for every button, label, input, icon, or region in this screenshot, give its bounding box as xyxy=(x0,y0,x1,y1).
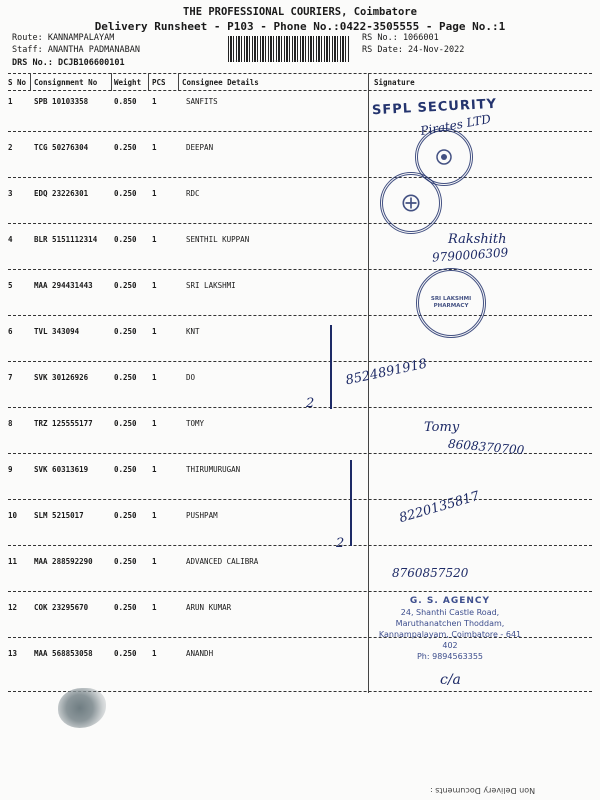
col-pcs: PCS xyxy=(152,78,166,87)
row-consignee: KNT xyxy=(186,327,200,336)
col-divider xyxy=(30,73,31,91)
table-row xyxy=(0,235,600,281)
row-pcs: 1 xyxy=(152,235,157,244)
seal-emblem-icon xyxy=(400,192,422,214)
row-divider xyxy=(8,223,592,224)
row-consignment: TVL 343094 xyxy=(34,327,80,336)
row-consignment: COK 23295670 xyxy=(34,603,89,612)
table-row xyxy=(0,373,600,419)
row-weight: 0.250 xyxy=(114,557,137,566)
row-divider xyxy=(8,499,592,500)
row-pcs: 1 xyxy=(152,557,157,566)
row-pcs: 1 xyxy=(152,419,157,428)
table-row xyxy=(0,327,600,373)
row-sno: 1 xyxy=(8,97,13,106)
row-consignment: TCG 50276304 xyxy=(34,143,89,152)
signature-7-phone: 8524891918 xyxy=(344,356,429,389)
row-sno: 8 xyxy=(8,419,13,428)
signature-9-phone: 8220135817 xyxy=(397,488,482,527)
col-sno: S No xyxy=(8,78,27,87)
row-weight: 0.250 xyxy=(114,419,137,428)
signature-8-phone: 8608370700 xyxy=(447,436,525,458)
row-consignee: DEEPAN xyxy=(186,143,214,152)
row-divider xyxy=(8,591,592,592)
pharmacy-seal-stamp xyxy=(416,268,486,338)
row-weight: 0.250 xyxy=(114,649,137,658)
col-consignee: Consignee Details xyxy=(182,78,259,87)
table-row xyxy=(0,511,600,557)
row-pcs: 1 xyxy=(152,511,157,520)
row-pcs: 1 xyxy=(152,143,157,152)
row-sno: 9 xyxy=(8,465,13,474)
row-sno: 11 xyxy=(8,557,18,566)
row-weight: 0.250 xyxy=(114,143,137,152)
agency-address-line: Maruthanatchen Thoddam, xyxy=(395,619,505,628)
company-title: THE PROFESSIONAL COURIERS, Coimbatore xyxy=(183,6,417,18)
pharmacy-name: SRI LAKSHMI PHARMACY xyxy=(430,296,472,309)
bracket-count: 2 xyxy=(306,396,315,411)
row-sno: 5 xyxy=(8,281,13,290)
header-bottom-rule xyxy=(8,90,592,91)
barcode xyxy=(228,36,350,62)
row-sno: 12 xyxy=(8,603,18,612)
row-consignment: SPB 10103358 xyxy=(34,97,89,106)
round-seal-stamp xyxy=(380,172,442,234)
row-weight: 0.250 xyxy=(114,511,137,520)
row-consignee: RDC xyxy=(186,189,200,198)
staff: Staff: ANANTHA PADMANABAN xyxy=(12,45,140,55)
header-top-rule xyxy=(8,73,592,74)
row-sno: 3 xyxy=(8,189,13,198)
row-weight: 0.250 xyxy=(114,189,137,198)
col-divider xyxy=(148,73,149,91)
rs-number: RS No.: 1066001 xyxy=(362,33,439,43)
table-row xyxy=(0,143,600,189)
mirrored-footer: Non Delivery Documents : xyxy=(430,786,536,795)
row-consignee: THIRUMURUGAN xyxy=(186,465,241,474)
row-consignment: SVK 30126926 xyxy=(34,373,89,382)
row-pcs: 1 xyxy=(152,373,157,382)
row-weight: 0.250 xyxy=(114,281,137,290)
row-consignee: ARUN KUMAR xyxy=(186,603,232,612)
rs-date: RS Date: 24-Nov-2022 xyxy=(362,45,465,55)
col-signature: Signature xyxy=(374,78,415,87)
row-divider xyxy=(8,361,592,362)
signature-4-phone: 9790006309 xyxy=(431,245,509,265)
row-divider xyxy=(8,177,592,178)
row-consignment: SLM 5215017 xyxy=(34,511,84,520)
row-consignee: SANFITS xyxy=(186,97,218,106)
signature-1: Pirates LTD xyxy=(419,111,493,139)
row-weight: 0.850 xyxy=(114,97,137,106)
row-pcs: 1 xyxy=(152,327,157,336)
row-consignee: SRI LAKSHMI xyxy=(186,281,236,290)
row-consignment: BLR 5151112314 xyxy=(34,235,98,244)
signature-4: Rakshith xyxy=(448,232,507,247)
sfpl-security-stamp: SFPL SECURITY xyxy=(371,96,498,119)
seal-emblem-icon xyxy=(434,147,454,167)
row-divider xyxy=(8,407,592,408)
table-row xyxy=(0,189,600,235)
col-weight: Weight xyxy=(114,78,142,87)
row-pcs: 1 xyxy=(152,649,157,658)
row-divider xyxy=(8,269,592,270)
runsheet-subtitle: Delivery Runsheet - P103 - Phone No.:0422-3505555 - Page No.:1 xyxy=(94,20,506,33)
agency-phone: Ph: 9894563355 xyxy=(416,652,484,661)
row-pcs: 1 xyxy=(152,281,157,290)
row-sno: 4 xyxy=(8,235,13,244)
agency-stamp xyxy=(370,596,530,662)
row-divider xyxy=(8,315,592,316)
bracket-mark xyxy=(330,325,332,409)
row-pcs: 1 xyxy=(152,603,157,612)
row-sno: 13 xyxy=(8,649,18,658)
col-divider xyxy=(111,73,112,91)
drs-number: DRS No.: DCJB106600101 xyxy=(12,58,125,68)
table-row xyxy=(0,465,600,511)
row-consignment: MAA 568853058 xyxy=(34,649,93,658)
row-sno: 2 xyxy=(8,143,13,152)
signature-13: c/a xyxy=(440,672,461,688)
signature-11-phone: 8760857520 xyxy=(392,566,469,580)
row-divider xyxy=(8,545,592,546)
route: Route: KANNAMPALAYAM xyxy=(12,33,115,43)
row-consignee: SENTHIL KUPPAN xyxy=(186,235,250,244)
ink-smudge xyxy=(58,688,106,728)
row-weight: 0.250 xyxy=(114,465,137,474)
table-row xyxy=(0,97,600,143)
agency-name: G. S. AGENCY xyxy=(409,596,491,606)
col-consignment: Consignment No xyxy=(34,78,98,87)
row-consignee: DO xyxy=(186,373,196,382)
row-consignment: SVK 60313619 xyxy=(34,465,89,474)
bracket-mark xyxy=(350,460,352,546)
row-sno: 7 xyxy=(8,373,13,382)
row-pcs: 1 xyxy=(152,189,157,198)
row-weight: 0.250 xyxy=(114,373,137,382)
row-consignee: ADVANCED CALIBRA xyxy=(186,557,259,566)
row-pcs: 1 xyxy=(152,465,157,474)
table-row xyxy=(0,281,600,327)
agency-address-line: 24, Shanthi Castle Road, xyxy=(400,608,500,617)
row-pcs: 1 xyxy=(152,97,157,106)
agency-address-line: Kannampalayam, Coimbatore - 641 402 xyxy=(378,630,522,650)
signature-8: Tomy xyxy=(424,420,460,435)
row-consignee: PUSHPAM xyxy=(186,511,218,520)
row-consignment: MAA 294431443 xyxy=(34,281,93,290)
row-sno: 6 xyxy=(8,327,13,336)
row-consignee: TOMY xyxy=(186,419,205,428)
col-divider xyxy=(178,73,179,91)
row-weight: 0.250 xyxy=(114,235,137,244)
row-consignment: EDQ 23226301 xyxy=(34,189,89,198)
row-consignee: ANANDH xyxy=(186,649,214,658)
row-weight: 0.250 xyxy=(114,603,137,612)
row-sno: 10 xyxy=(8,511,18,520)
row-consignment: MAA 288592290 xyxy=(34,557,93,566)
row-weight: 0.250 xyxy=(114,327,137,336)
bracket-count: 2 xyxy=(336,536,345,551)
row-consignment: TRZ 125555177 xyxy=(34,419,93,428)
row-divider xyxy=(8,131,592,132)
